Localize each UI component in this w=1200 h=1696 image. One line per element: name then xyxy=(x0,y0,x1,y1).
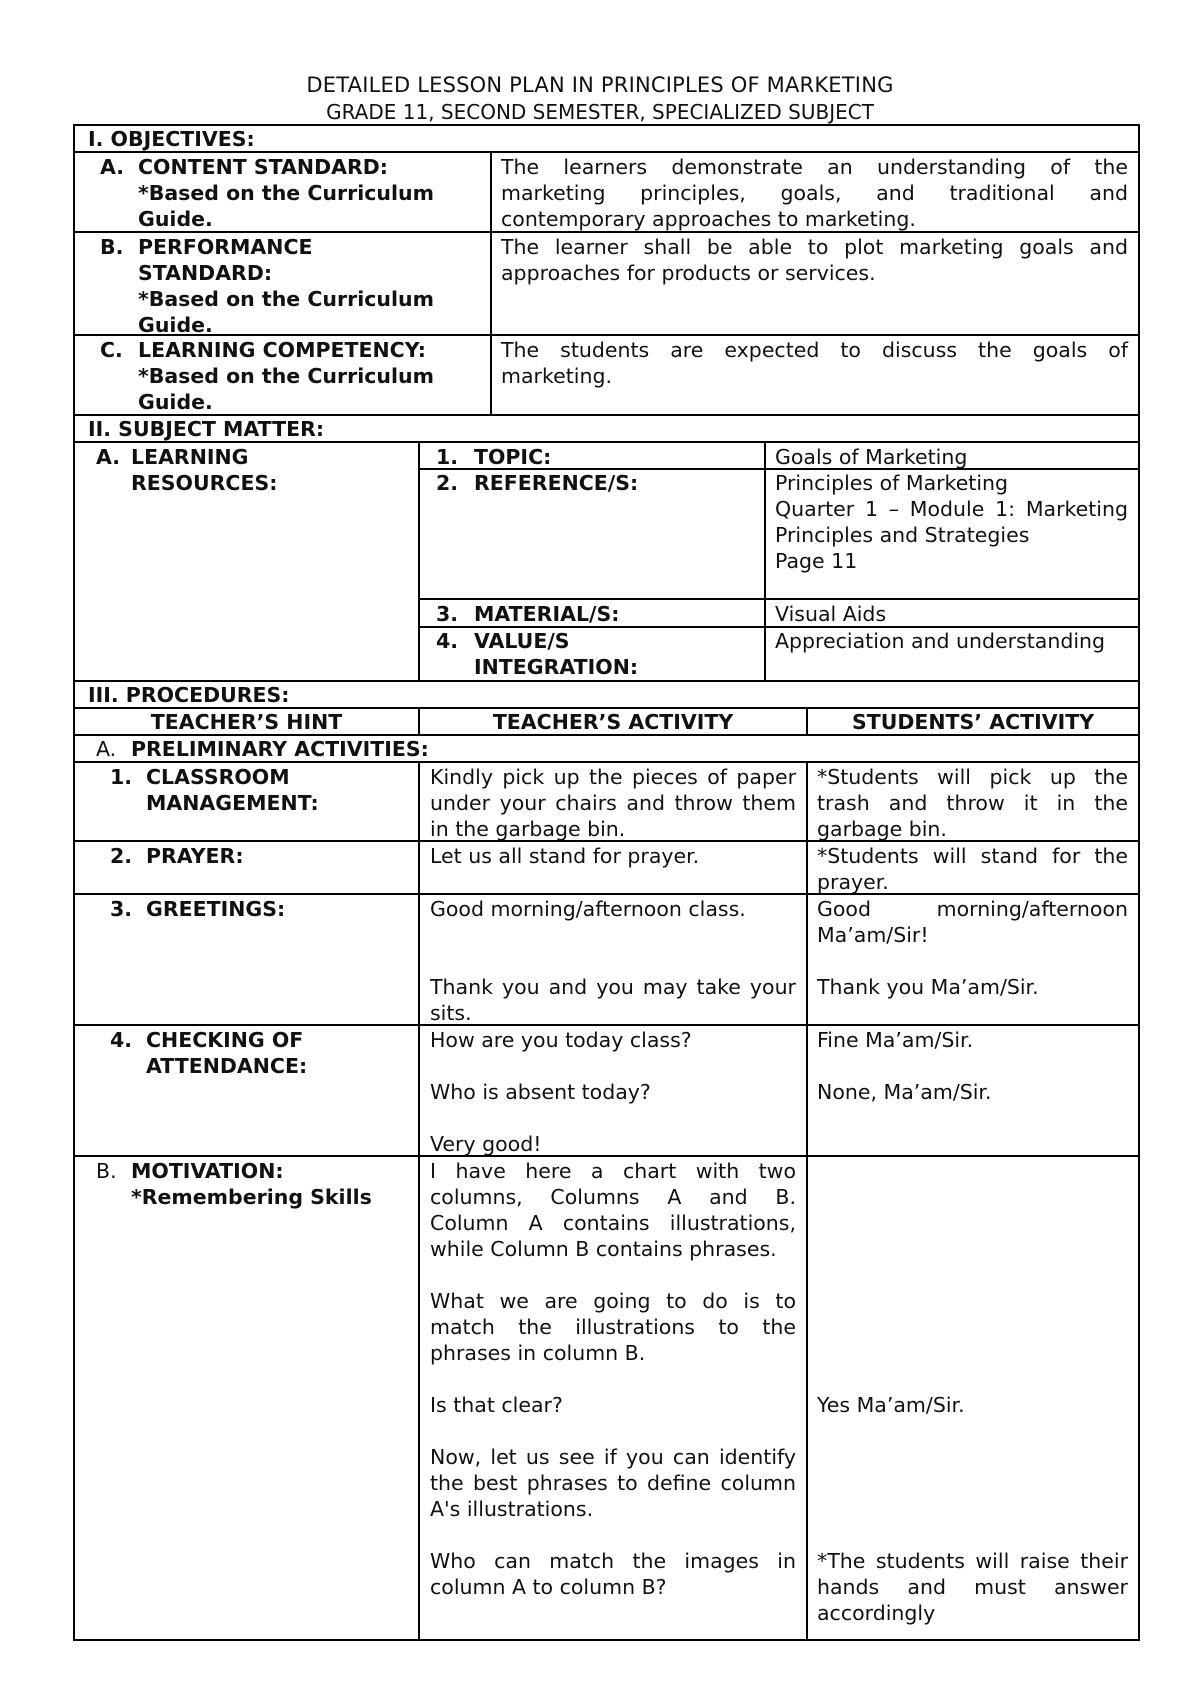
column-header-students-activity: STUDENTS’ ACTIVITY xyxy=(851,710,1095,734)
objectives-heading: I. OBJECTIVES: xyxy=(88,127,255,151)
attendance-teacher: How are you today class? Who is absent today? Very good! xyxy=(430,1028,692,1156)
attendance-students: Fine Ma’am/Sir. None, Ma’am/Sir. xyxy=(817,1028,992,1104)
procedures-heading: III. PROCEDURES: xyxy=(88,683,290,707)
topic-value: Goals of Marketing xyxy=(775,445,968,469)
motivation-students-answer: Yes Ma’am/Sir. xyxy=(817,1393,965,1417)
value-integration-value: Appreciation and understanding xyxy=(775,629,1106,653)
greetings-teacher: Good morning/afternoon class. Thank you and you may take your sits. xyxy=(430,897,796,1025)
greetings-label: 3. GREETINGS: xyxy=(110,897,286,921)
value-integration-label: 4. VALUE/S INTEGRATION: xyxy=(436,629,639,679)
reference-label: 2. REFERENCE/S: xyxy=(436,471,639,495)
attendance-label: 4. CHECKING OF ATTENDANCE: xyxy=(110,1028,308,1078)
classroom-management-label: 1. CLASSROOM MANAGEMENT: xyxy=(110,765,319,815)
performance-standard-text: The learner shall be able to plot marketing goals and approaches for products or services. xyxy=(501,235,1128,285)
learning-competency-text: The students are expected to discuss the goals of marketing. xyxy=(501,338,1128,388)
motivation-teacher: I have here a chart with two columns, Columns A and B. Column A contains illustrations, while Column B contains phrases. What we are going to do is to match the illustrations to the phrases in column B. Is that clear? Now, let us see if you can identify the best phrases to define column A's illustrations. Who can match the images in column A to column B? xyxy=(430,1159,796,1599)
motivation-label: B. MOTIVATION: *Remembering Skills xyxy=(96,1159,372,1209)
reference-value: Principles of Marketing Quarter 1 – Module 1: Marketing Principles and Strategies Page 11 xyxy=(775,471,1128,573)
content-standard-label: A. CONTENT STANDARD: *Based on the Curriculum Guide. xyxy=(100,155,434,231)
greetings-students: Good morning/afternoon Ma’am/Sir! Thank you Ma’am/Sir. xyxy=(817,897,1128,999)
prayer-label: 2. PRAYER: xyxy=(110,844,244,868)
learning-resources-label: A. LEARNING RESOURCES: xyxy=(96,445,278,495)
learning-competency-label: C. LEARNING COMPETENCY: *Based on the Curriculum Guide. xyxy=(100,338,434,414)
material-label: 3. MATERIAL/S: xyxy=(436,602,620,626)
material-value: Visual Aids xyxy=(775,602,887,626)
column-header-teachers-hint: TEACHER’S HINT xyxy=(150,710,343,734)
prayer-students: *Students will stand for the prayer. xyxy=(817,844,1128,894)
classroom-management-teacher: Kindly pick up the pieces of paper under your chairs and throw them in the garbage bin. xyxy=(430,765,796,841)
classroom-management-students: *Students will pick up the trash and throw it in the garbage bin. xyxy=(817,765,1128,841)
column-header-teachers-activity: TEACHER’S ACTIVITY xyxy=(492,710,734,734)
subject-matter-heading: II. SUBJECT MATTER: xyxy=(88,417,325,441)
content-standard-text: The learners demonstrate an understanding of the marketing principles, goals, and traditional and contemporary approaches to marketing. xyxy=(501,155,1128,231)
motivation-students-raise-hands: *The students will raise their hands and must answer accordingly xyxy=(817,1549,1128,1625)
prayer-teacher: Let us all stand for prayer. xyxy=(430,844,700,868)
topic-label: 1. TOPIC: xyxy=(436,445,552,469)
performance-standard-label: B. PERFORMANCE STANDARD: *Based on the Curriculum Guide. xyxy=(100,235,434,337)
document-subtitle: GRADE 11, SECOND SEMESTER, SPECIALIZED SUBJECT xyxy=(326,100,874,124)
preliminary-activities-label: A. PRELIMINARY ACTIVITIES: xyxy=(96,737,429,761)
document-title: DETAILED LESSON PLAN IN PRINCIPLES OF MARKETING xyxy=(306,73,894,97)
